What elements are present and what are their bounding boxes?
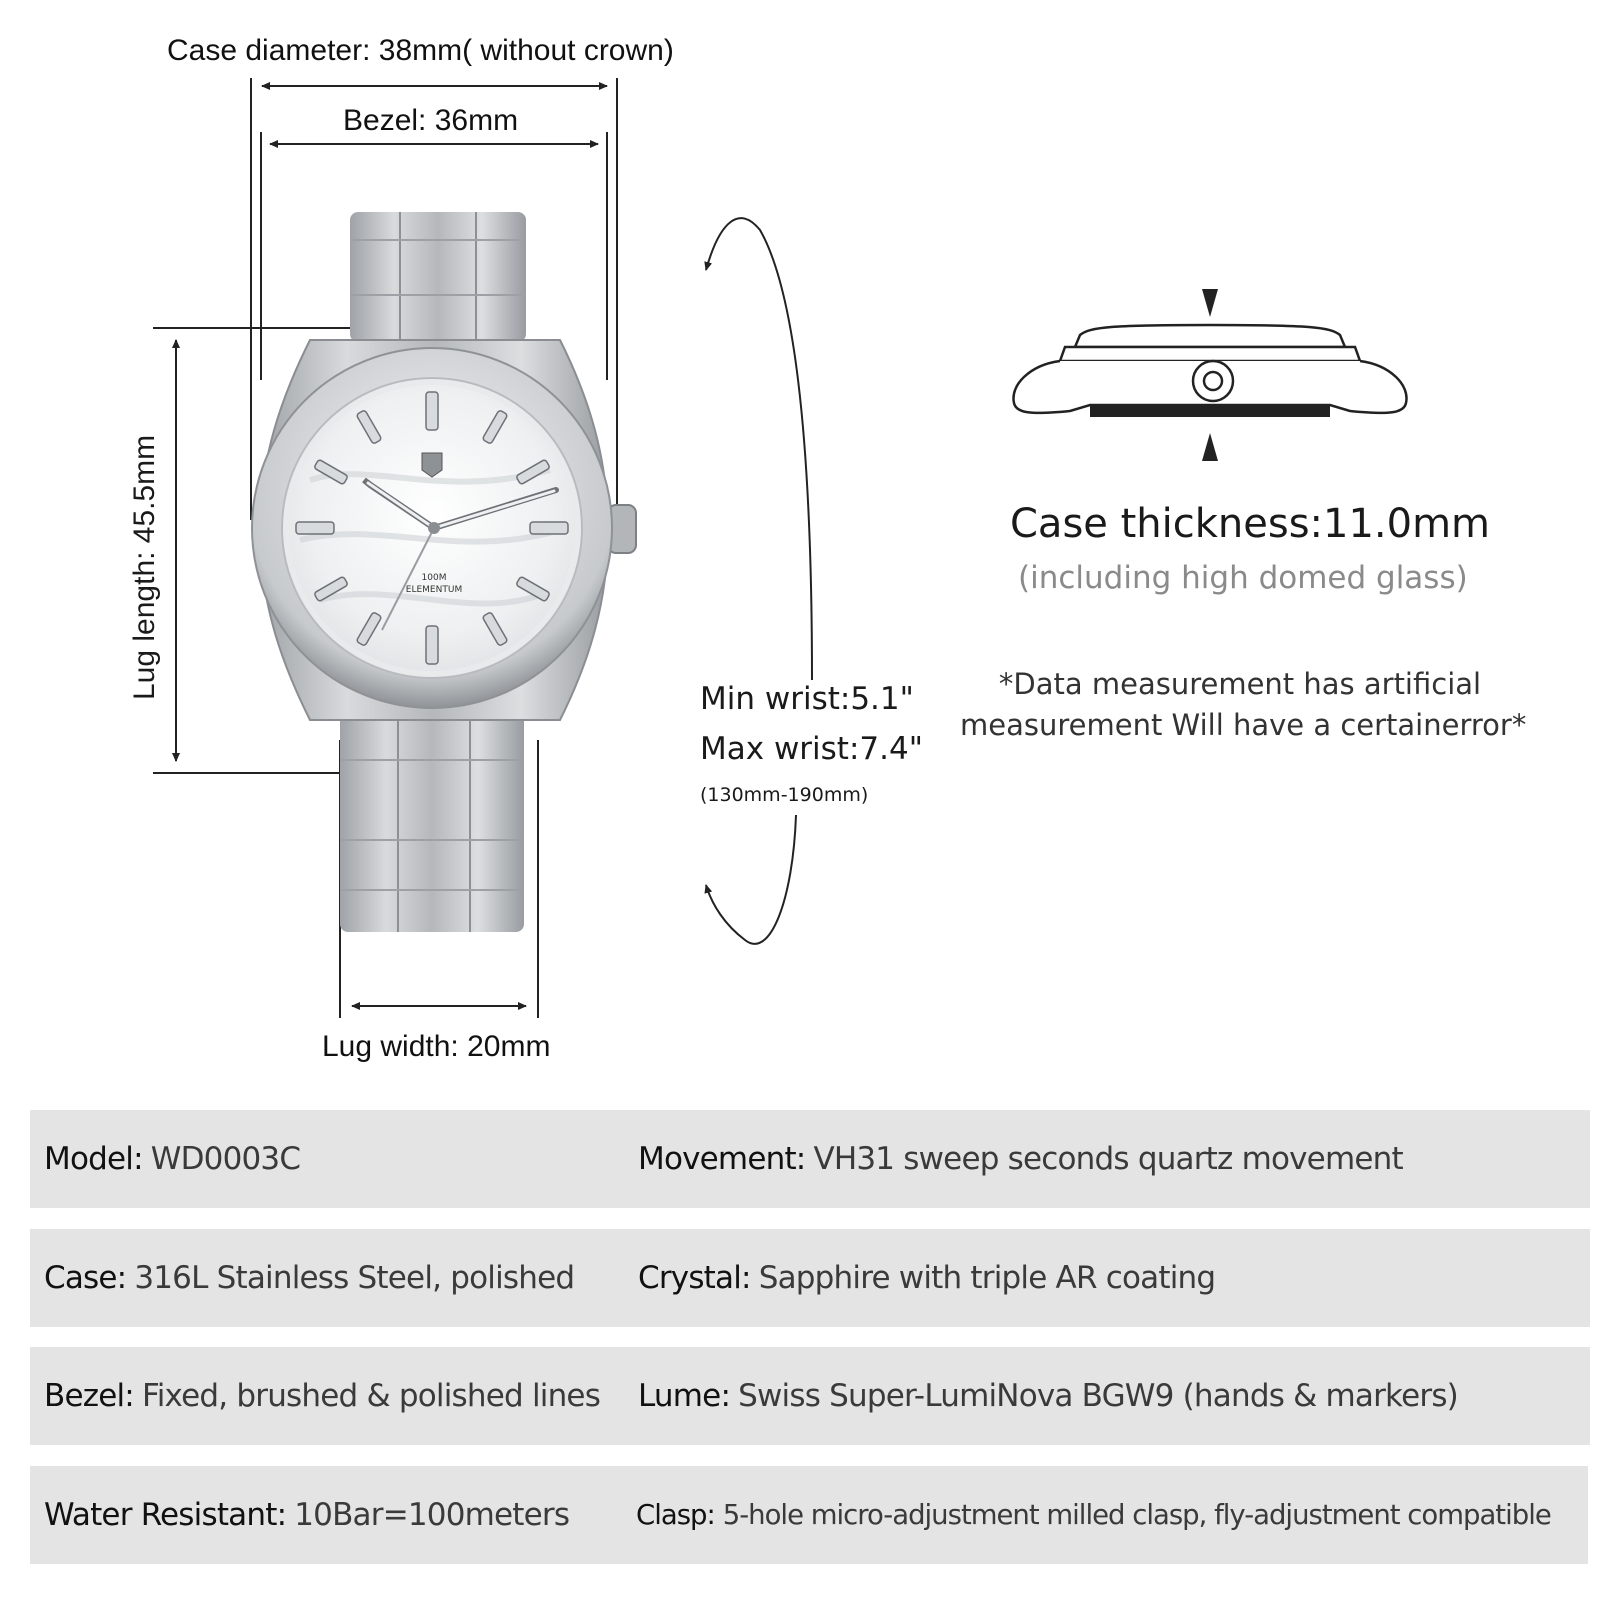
spec-key: Model: <box>44 1141 143 1177</box>
measurement-note-line-1: *Data measurement has artificial <box>998 667 1482 701</box>
min-wrist-label: Min wrist:5.1" <box>700 681 914 717</box>
spec-value: WD0003C <box>150 1141 301 1177</box>
case-profile-illustration <box>1010 285 1430 475</box>
spec-crystal <box>624 1229 1590 1327</box>
max-wrist-label: Max wrist:7.4" <box>700 731 923 767</box>
spec-case <box>30 1229 626 1327</box>
spec-clasp <box>624 1466 1588 1564</box>
watch-illustration <box>240 200 660 960</box>
spec-value: VH31 sweep seconds quartz movement <box>813 1141 1403 1177</box>
dial-depth-text: 100M <box>421 573 447 583</box>
spec-model <box>30 1110 626 1208</box>
bracelet-top <box>350 212 526 342</box>
wrist-range-mm: (130mm-190mm) <box>700 784 869 806</box>
spec-movement <box>624 1110 1590 1208</box>
spec-key: Water Resistant: <box>44 1497 287 1533</box>
thickness-arrow-bottom-icon <box>1202 433 1218 461</box>
case-thickness-title: Case thickness:11.0mm <box>1010 501 1491 547</box>
spec-key: Crystal: <box>638 1260 751 1296</box>
lug-length-label: Lug length: 45.5mm <box>128 434 161 700</box>
thickness-arrow-top-icon <box>1202 289 1218 317</box>
case-diameter-label: Case diameter: 38mm( without crown) <box>167 34 674 67</box>
spec-value: 10Bar=100meters <box>294 1497 570 1533</box>
bezel-width-label: Bezel: 36mm <box>343 104 519 137</box>
spec-key: Lume: <box>638 1378 731 1414</box>
spec-value: Sapphire with triple AR coating <box>758 1260 1216 1296</box>
spec-value: 316L Stainless Steel, polished <box>134 1260 575 1296</box>
bracelet-bottom <box>340 700 524 932</box>
spec-water-resistance <box>30 1466 626 1564</box>
spec-value: 5-hole micro-adjustment milled clasp, fly-adjustment compatible <box>722 1499 1551 1531</box>
measurement-note <box>960 664 1527 746</box>
spec-key: Clasp: <box>636 1499 715 1531</box>
spec-value: Swiss Super-LumiNova BGW9 (hands & markers) <box>738 1378 1458 1414</box>
spec-lume <box>624 1347 1590 1445</box>
dial-brand-text: ELEMENTUM <box>405 585 463 595</box>
measurement-note-line-2: measurement Will have a certainerror* <box>960 708 1527 742</box>
spec-key: Case: <box>44 1260 127 1296</box>
spec-value: Fixed, brushed & polished lines <box>141 1378 601 1414</box>
spec-bezel <box>30 1347 626 1445</box>
lug-width-label: Lug width: 20mm <box>322 1030 551 1063</box>
spec-key: Movement: <box>638 1141 806 1177</box>
case-thickness-subtitle: (including high domed glass) <box>1018 560 1468 596</box>
spec-key: Bezel: <box>44 1378 134 1414</box>
